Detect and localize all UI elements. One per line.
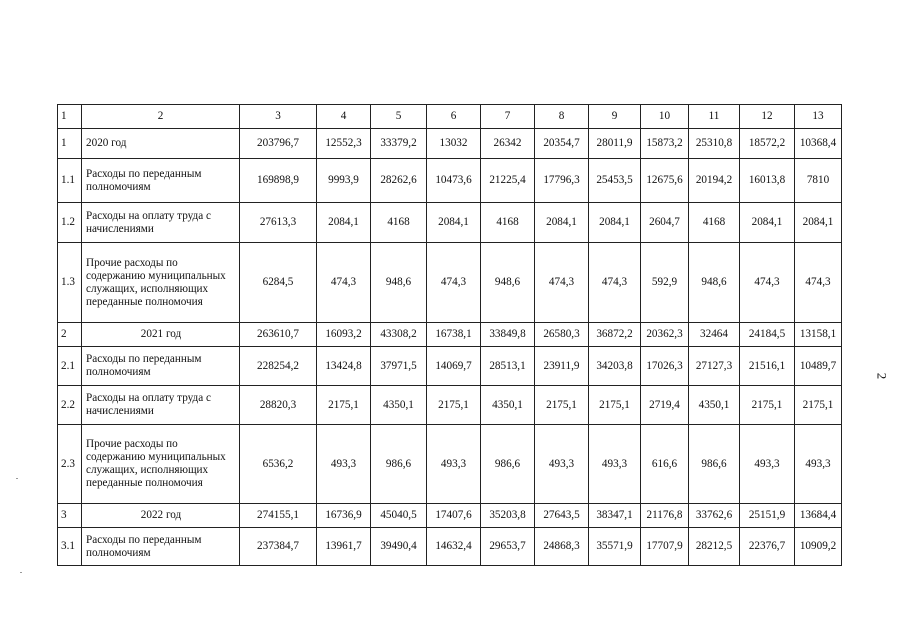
value-cell: 948,6: [481, 243, 535, 323]
row-number: 1: [58, 129, 82, 159]
value-cell: 6284,5: [240, 243, 317, 323]
row-number: 3: [58, 504, 82, 528]
value-cell: 2175,1: [317, 386, 371, 425]
value-cell: 7810: [795, 159, 842, 203]
header-cell-6: 6: [427, 105, 481, 129]
value-cell: 2084,1: [427, 203, 481, 243]
value-cell: 33849,8: [481, 323, 535, 347]
value-cell: 474,3: [427, 243, 481, 323]
value-cell: 35571,9: [589, 528, 641, 566]
value-cell: 4168: [371, 203, 427, 243]
value-cell: 493,3: [535, 425, 589, 504]
row-number: 2: [58, 323, 82, 347]
header-cell-1: 1: [58, 105, 82, 129]
header-cell-9: 9: [589, 105, 641, 129]
value-cell: 22376,7: [740, 528, 795, 566]
value-cell: 28212,5: [689, 528, 740, 566]
value-cell: 2084,1: [795, 203, 842, 243]
value-cell: 26580,3: [535, 323, 589, 347]
value-cell: 37971,5: [371, 347, 427, 386]
value-cell: 33379,2: [371, 129, 427, 159]
table-row: [58, 203, 842, 243]
value-cell: 14069,7: [427, 347, 481, 386]
row-number: 2.1: [58, 347, 82, 386]
value-cell: 25151,9: [740, 504, 795, 528]
value-cell: 10489,7: [795, 347, 842, 386]
value-cell: 29653,7: [481, 528, 535, 566]
value-cell: 43308,2: [371, 323, 427, 347]
budget-table: [57, 104, 842, 566]
table-row: [58, 386, 842, 425]
row-name: Расходы по переданным полномочиям: [82, 159, 240, 203]
row-name: 2022 год: [82, 504, 240, 528]
value-cell: 24868,3: [535, 528, 589, 566]
scan-speck: [16, 478, 18, 479]
value-cell: 12675,6: [641, 159, 689, 203]
table-row: [58, 347, 842, 386]
value-cell: 45040,5: [371, 504, 427, 528]
header-row: [58, 105, 842, 129]
value-cell: 948,6: [689, 243, 740, 323]
table-row: [58, 243, 842, 323]
row-name: 2021 год: [82, 323, 240, 347]
value-cell: 17407,6: [427, 504, 481, 528]
value-cell: 169898,9: [240, 159, 317, 203]
row-name: Прочие расходы по содержанию муниципальных служащих, исполняющих переданные полномочия: [82, 243, 240, 323]
value-cell: 474,3: [795, 243, 842, 323]
row-name: 2020 год: [82, 129, 240, 159]
value-cell: 4168: [481, 203, 535, 243]
page-number: 2: [874, 372, 890, 380]
value-cell: 493,3: [317, 425, 371, 504]
header-cell-5: 5: [371, 105, 427, 129]
header-cell-7: 7: [481, 105, 535, 129]
value-cell: 986,6: [371, 425, 427, 504]
value-cell: 10368,4: [795, 129, 842, 159]
value-cell: 16013,8: [740, 159, 795, 203]
table-row: [58, 504, 842, 528]
value-cell: 27127,3: [689, 347, 740, 386]
value-cell: 493,3: [795, 425, 842, 504]
value-cell: 493,3: [589, 425, 641, 504]
value-cell: 6536,2: [240, 425, 317, 504]
value-cell: 4350,1: [689, 386, 740, 425]
value-cell: 21516,1: [740, 347, 795, 386]
row-name: Расходы на оплату труда с начислениями: [82, 386, 240, 425]
value-cell: 493,3: [427, 425, 481, 504]
value-cell: 28262,6: [371, 159, 427, 203]
row-name: Расходы на оплату труда с начислениями: [82, 203, 240, 243]
value-cell: 474,3: [740, 243, 795, 323]
value-cell: 33762,6: [689, 504, 740, 528]
header-cell-4: 4: [317, 105, 371, 129]
value-cell: 38347,1: [589, 504, 641, 528]
value-cell: 15873,2: [641, 129, 689, 159]
value-cell: 20194,2: [689, 159, 740, 203]
value-cell: 2604,7: [641, 203, 689, 243]
value-cell: 17796,3: [535, 159, 589, 203]
value-cell: 263610,7: [240, 323, 317, 347]
value-cell: 16093,2: [317, 323, 371, 347]
value-cell: 2084,1: [740, 203, 795, 243]
value-cell: 27643,5: [535, 504, 589, 528]
value-cell: 2175,1: [535, 386, 589, 425]
header-cell-2: 2: [82, 105, 240, 129]
value-cell: 228254,2: [240, 347, 317, 386]
value-cell: 592,9: [641, 243, 689, 323]
row-name: Расходы по переданным полномочиям: [82, 347, 240, 386]
value-cell: 948,6: [371, 243, 427, 323]
header-cell-3: 3: [240, 105, 317, 129]
value-cell: 474,3: [589, 243, 641, 323]
value-cell: 34203,8: [589, 347, 641, 386]
value-cell: 4350,1: [481, 386, 535, 425]
table-row: [58, 528, 842, 566]
value-cell: 274155,1: [240, 504, 317, 528]
value-cell: 13424,8: [317, 347, 371, 386]
header-cell-8: 8: [535, 105, 589, 129]
row-name: Расходы по переданным полномочиям: [82, 528, 240, 566]
value-cell: 9993,9: [317, 159, 371, 203]
value-cell: 21225,4: [481, 159, 535, 203]
value-cell: 2084,1: [589, 203, 641, 243]
value-cell: 16736,9: [317, 504, 371, 528]
value-cell: 35203,8: [481, 504, 535, 528]
table-row: [58, 129, 842, 159]
value-cell: 13158,1: [795, 323, 842, 347]
value-cell: 26342: [481, 129, 535, 159]
value-cell: 474,3: [317, 243, 371, 323]
value-cell: 474,3: [535, 243, 589, 323]
value-cell: 25453,5: [589, 159, 641, 203]
value-cell: 493,3: [740, 425, 795, 504]
header-cell-13: 13: [795, 105, 842, 129]
header-cell-12: 12: [740, 105, 795, 129]
row-number: 1.2: [58, 203, 82, 243]
value-cell: 28011,9: [589, 129, 641, 159]
value-cell: 2175,1: [589, 386, 641, 425]
row-number: 1.3: [58, 243, 82, 323]
value-cell: 14632,4: [427, 528, 481, 566]
row-number: 2.2: [58, 386, 82, 425]
value-cell: 28513,1: [481, 347, 535, 386]
value-cell: 17707,9: [641, 528, 689, 566]
value-cell: 2175,1: [740, 386, 795, 425]
value-cell: 20354,7: [535, 129, 589, 159]
scan-speck: [20, 572, 22, 573]
value-cell: 32464: [689, 323, 740, 347]
row-number: 2.3: [58, 425, 82, 504]
value-cell: 986,6: [689, 425, 740, 504]
value-cell: 616,6: [641, 425, 689, 504]
value-cell: 237384,7: [240, 528, 317, 566]
value-cell: 203796,7: [240, 129, 317, 159]
value-cell: 13961,7: [317, 528, 371, 566]
value-cell: 13684,4: [795, 504, 842, 528]
value-cell: 10473,6: [427, 159, 481, 203]
value-cell: 20362,3: [641, 323, 689, 347]
table-row: [58, 425, 842, 504]
value-cell: 17026,3: [641, 347, 689, 386]
value-cell: 36872,2: [589, 323, 641, 347]
value-cell: 28820,3: [240, 386, 317, 425]
value-cell: 2719,4: [641, 386, 689, 425]
value-cell: 2175,1: [795, 386, 842, 425]
row-number: 1.1: [58, 159, 82, 203]
value-cell: 2084,1: [535, 203, 589, 243]
value-cell: 25310,8: [689, 129, 740, 159]
value-cell: 4350,1: [371, 386, 427, 425]
value-cell: 16738,1: [427, 323, 481, 347]
header-cell-10: 10: [641, 105, 689, 129]
value-cell: 12552,3: [317, 129, 371, 159]
row-name: Прочие расходы по содержанию муниципальных служащих, исполняющих переданные полномочия: [82, 425, 240, 504]
value-cell: 4168: [689, 203, 740, 243]
row-number: 3.1: [58, 528, 82, 566]
table-row: [58, 323, 842, 347]
value-cell: 18572,2: [740, 129, 795, 159]
value-cell: 13032: [427, 129, 481, 159]
value-cell: 27613,3: [240, 203, 317, 243]
value-cell: 2175,1: [427, 386, 481, 425]
value-cell: 23911,9: [535, 347, 589, 386]
value-cell: 39490,4: [371, 528, 427, 566]
value-cell: 10909,2: [795, 528, 842, 566]
table-row: [58, 159, 842, 203]
value-cell: 986,6: [481, 425, 535, 504]
value-cell: 24184,5: [740, 323, 795, 347]
value-cell: 21176,8: [641, 504, 689, 528]
value-cell: 2084,1: [317, 203, 371, 243]
header-cell-11: 11: [689, 105, 740, 129]
